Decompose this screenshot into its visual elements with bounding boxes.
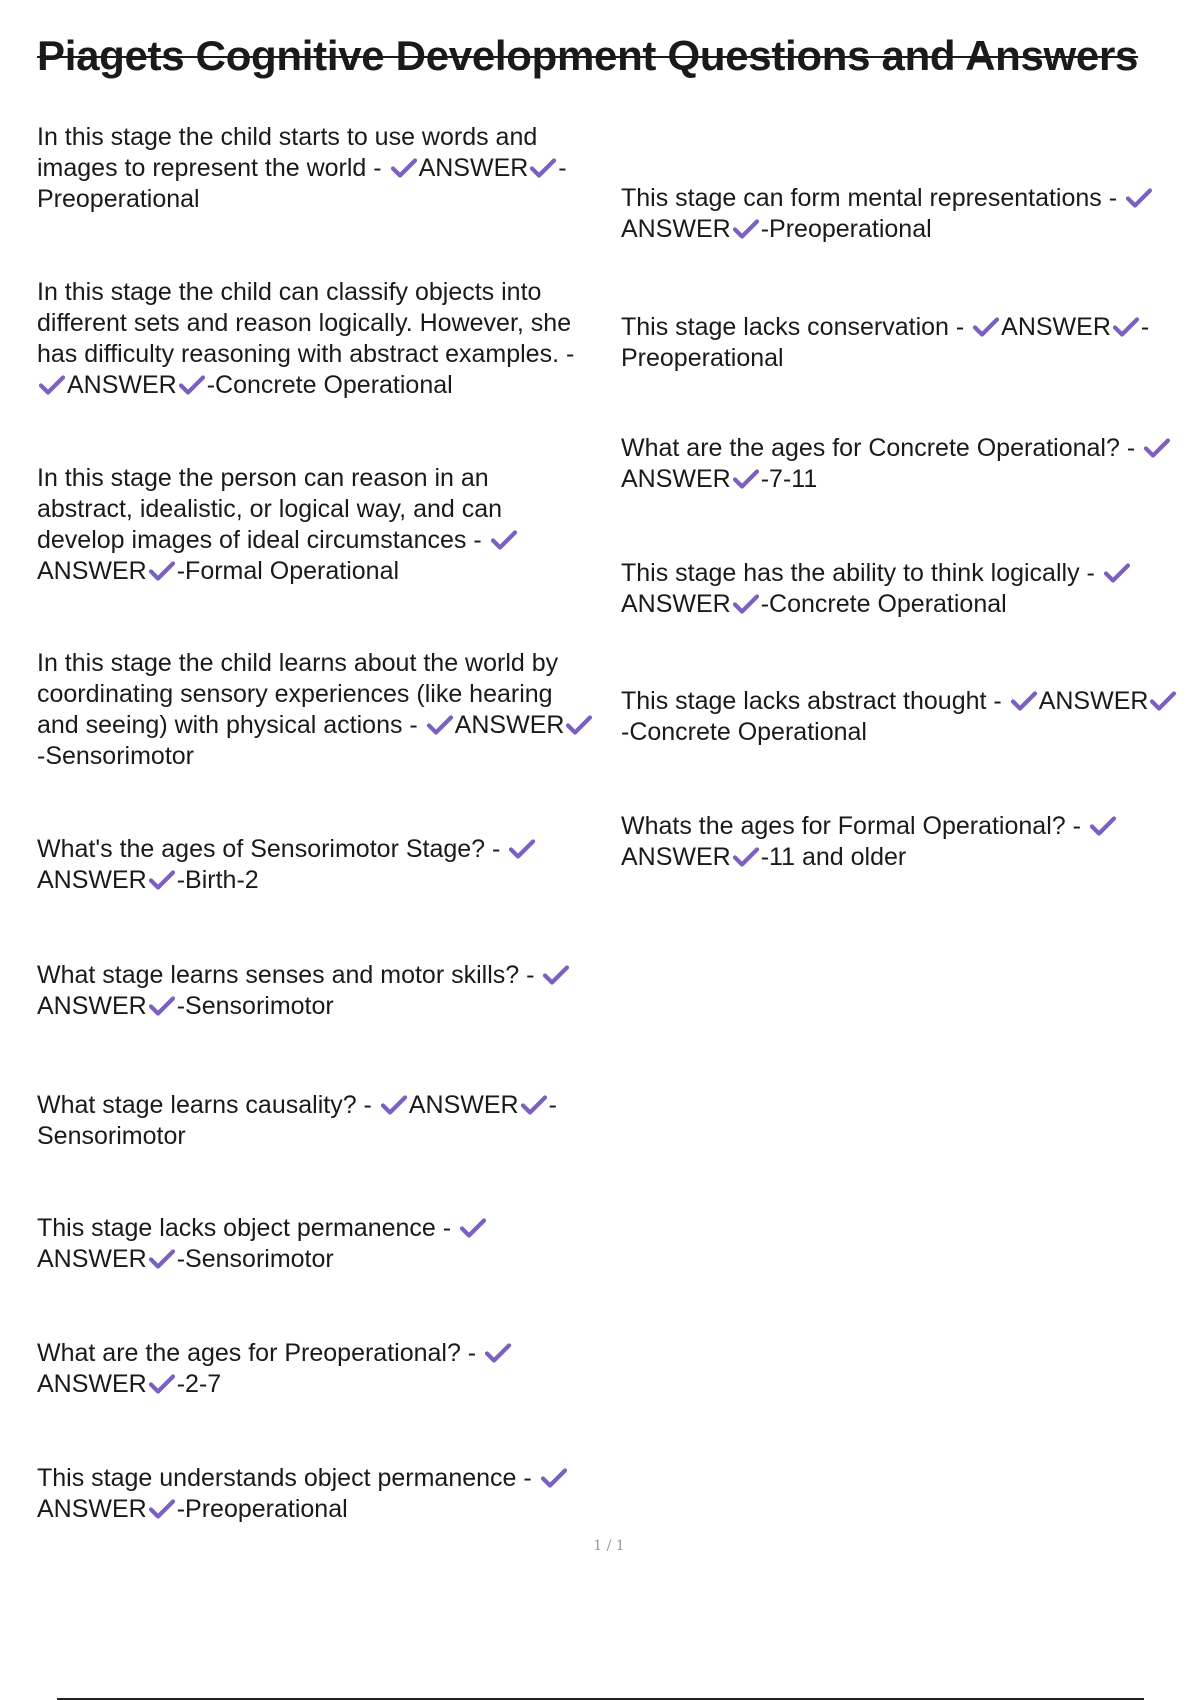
checkmark-icon xyxy=(971,316,1001,338)
answer-label: ANSWER xyxy=(37,1495,147,1523)
question-text: What stage learns causality? - xyxy=(37,1091,372,1119)
checkmark-icon xyxy=(1088,815,1118,837)
question-text: This stage has the ability to think logically - xyxy=(621,559,1095,587)
checkmark-icon xyxy=(147,869,177,891)
answer-text: -Concrete Operational xyxy=(206,371,453,399)
checkmark-icon xyxy=(519,1094,549,1116)
answer-text: -Sensorimotor xyxy=(176,992,334,1020)
checkmark-icon xyxy=(1111,316,1141,338)
question-text: In this stage the person can reason in an abstract, idealistic, or logical way, and can develop images of ideal circumstances - xyxy=(37,464,503,554)
checkmark-icon xyxy=(389,157,419,179)
question-text: What are the ages for Preoperational? - xyxy=(37,1339,477,1367)
answer-text: -Sensorimotor xyxy=(37,1091,557,1150)
answer-text: -Preoperational xyxy=(37,154,567,213)
qa-item xyxy=(37,122,597,215)
qa-item xyxy=(37,463,537,587)
question-text: In this stage the child learns about the world by coordinating sensory experiences (like hearing and seeing) with physical actions - xyxy=(37,649,559,739)
answer-label: ANSWER xyxy=(37,557,147,585)
qa-item xyxy=(621,558,1181,620)
qa-item xyxy=(37,1463,597,1525)
answer-label: ANSWER xyxy=(37,866,147,894)
answer-text: -Formal Operational xyxy=(176,557,400,585)
question-text: What's the ages of Sensorimotor Stage? - xyxy=(37,835,501,863)
checkmark-icon xyxy=(1148,690,1178,712)
checkmark-icon xyxy=(507,838,537,860)
answer-text: -Preoperational xyxy=(760,215,932,243)
qa-item xyxy=(621,183,1181,245)
question-text: What are the ages for Concrete Operational? - xyxy=(621,434,1136,462)
checkmark-icon xyxy=(1124,187,1154,209)
answer-label: ANSWER xyxy=(621,465,731,493)
checkmark-icon xyxy=(425,714,455,736)
answer-label: ANSWER xyxy=(37,1245,147,1273)
question-text: This stage can form mental representations - xyxy=(621,184,1118,212)
answer-text: -Sensorimotor xyxy=(176,1245,334,1273)
answer-label: ANSWER xyxy=(67,371,177,399)
qa-item xyxy=(621,811,1181,873)
answer-label: ANSWER xyxy=(37,992,147,1020)
answer-label: ANSWER xyxy=(418,154,529,182)
checkmark-icon xyxy=(731,468,761,490)
checkmark-icon xyxy=(177,374,207,396)
checkmark-icon xyxy=(147,1373,177,1395)
qa-item xyxy=(621,433,1181,495)
checkmark-icon xyxy=(147,995,177,1017)
question-text: What stage learns senses and motor skills? - xyxy=(37,961,535,989)
answer-label: ANSWER xyxy=(621,215,731,243)
answer-label: ANSWER xyxy=(1001,313,1111,341)
question-text: This stage understands object permanence - xyxy=(37,1464,532,1492)
qa-item xyxy=(37,1090,597,1152)
qa-item xyxy=(621,686,1181,748)
answer-text: -Concrete Operational xyxy=(621,718,867,746)
qa-item xyxy=(37,1338,597,1400)
answer-label: ANSWER xyxy=(621,843,731,871)
question-text: This stage lacks conservation - xyxy=(621,313,965,341)
answer-text: -Preoperational xyxy=(176,1495,348,1523)
answer-text: -2-7 xyxy=(176,1370,222,1398)
qa-item xyxy=(37,1213,597,1275)
answer-text: -Preoperational xyxy=(621,313,1150,372)
checkmark-icon xyxy=(539,1467,569,1489)
checkmark-icon xyxy=(458,1217,488,1239)
answer-label: ANSWER xyxy=(1038,687,1149,715)
qa-item xyxy=(37,960,597,1022)
question-text: This stage lacks object permanence - xyxy=(37,1214,452,1242)
checkmark-icon xyxy=(147,1248,177,1270)
answer-label: ANSWER xyxy=(37,1370,147,1398)
qa-item xyxy=(37,277,607,401)
checkmark-icon xyxy=(731,593,761,615)
qa-item xyxy=(37,834,597,896)
answer-text: -7-11 xyxy=(760,465,818,493)
answer-text: -Sensorimotor xyxy=(37,742,194,770)
answer-text: -11 and older xyxy=(760,843,907,871)
page-number: 1 / 1 xyxy=(593,1538,625,1554)
checkmark-icon xyxy=(379,1094,409,1116)
checkmark-icon xyxy=(1009,690,1039,712)
checkmark-icon xyxy=(541,964,571,986)
checkmark-icon xyxy=(564,714,594,736)
answer-label: ANSWER xyxy=(408,1091,519,1119)
answer-label: ANSWER xyxy=(454,711,565,739)
checkmark-icon xyxy=(528,157,558,179)
qa-item xyxy=(621,312,1191,374)
question-text: In this stage the child starts to use words and images to represent the world - xyxy=(37,123,538,182)
answer-label: ANSWER xyxy=(621,590,731,618)
checkmark-icon xyxy=(147,560,177,582)
question-text: Whats the ages for Formal Operational? - xyxy=(621,812,1081,840)
checkmark-icon xyxy=(731,218,761,240)
checkmark-icon xyxy=(1142,437,1172,459)
checkmark-icon xyxy=(483,1342,513,1364)
checkmark-icon xyxy=(147,1498,177,1520)
checkmark-icon xyxy=(731,846,761,868)
checkmark-icon xyxy=(37,374,67,396)
question-text: This stage lacks abstract thought - xyxy=(621,687,1002,715)
page-title: Piagets Cognitive Development Questions and Answers xyxy=(37,32,1139,79)
question-text: In this stage the child can classify objects into different sets and reason logically. However, she has difficulty reasoning with abstract examples. - xyxy=(37,278,575,368)
qa-item xyxy=(37,648,597,772)
answer-text: -Birth-2 xyxy=(176,866,259,894)
checkmark-icon xyxy=(489,529,519,551)
checkmark-icon xyxy=(1102,562,1132,584)
answer-text: -Concrete Operational xyxy=(760,590,1007,618)
